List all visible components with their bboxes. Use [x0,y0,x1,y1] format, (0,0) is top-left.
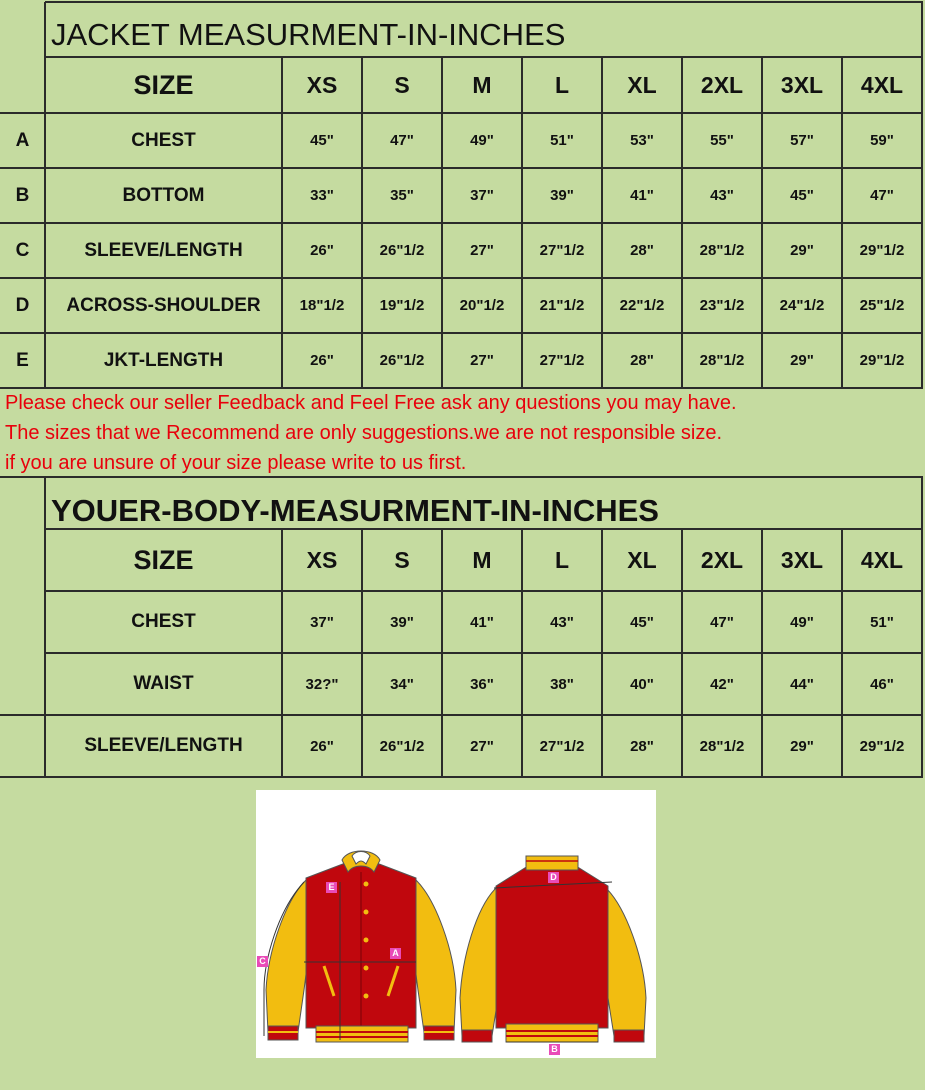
body-value-cell: 29"1/2 [859,737,905,755]
body-value-cell: 37" [310,613,334,631]
diagram-tag-e: E [326,882,337,893]
diagram-tag-d: D [548,872,559,883]
jacket-size-s: S [394,71,410,98]
disclaimer-note: Please check our seller Feedback and Feel Free ask any questions you may have. [5,392,737,414]
body-value-cell: 34" [390,675,414,693]
jacket-row-label: BOTTOM [122,184,205,206]
jacket-value-cell: 26"1/2 [379,352,425,369]
jacket-row-label: ACROSS-SHOULDER [66,294,261,316]
body-value-cell: 38" [550,675,574,693]
body-size-l: L [554,546,570,573]
body-size-header: SIZE [133,544,194,575]
disclaimer-note: The sizes that we Recommend are only suggestions.we are not responsible size. [5,422,723,444]
jacket-value-cell: 37" [470,187,494,204]
jacket-value-cell: 25"1/2 [859,297,905,314]
jacket-value-cell: 57" [790,132,814,149]
body-value-cell: 44" [790,675,814,693]
jacket-value-cell: 49" [470,132,494,149]
diagram-tag-b: B [549,1044,560,1055]
body-size-m: M [472,546,492,573]
body-value-cell: 29" [790,737,814,755]
jacket-value-cell: 20"1/2 [459,297,505,314]
jacket-size-3xl: 3XL [780,71,824,98]
jacket-value-cell: 43" [710,187,734,204]
body-value-cell: 26"1/2 [379,737,425,755]
jacket-value-cell: 29"1/2 [859,352,905,369]
body-size-s: S [394,546,410,573]
jacket-value-cell: 27"1/2 [539,242,585,259]
jacket-value-cell: 26"1/2 [379,242,425,259]
jacket-value-cell: 22"1/2 [619,297,665,314]
jacket-row-letter: D [15,294,30,316]
body-row-label: CHEST [131,611,196,632]
body-value-cell: 47" [710,613,734,631]
body-value-cell: 49" [790,613,814,631]
jacket-value-cell: 39" [550,187,574,204]
jacket-value-cell: 47" [870,187,894,204]
body-value-cell: 39" [390,613,414,631]
jacket-value-cell: 47" [390,132,414,149]
jacket-row-label: JKT-LENGTH [103,349,224,371]
jacket-value-cell: 28"1/2 [699,242,745,259]
jacket-value-cell: 29" [790,242,814,259]
body-size-xl: XL [627,546,657,573]
jacket-row-letter: A [15,129,30,151]
jacket-row-letter: C [15,239,30,261]
jacket-value-cell: 28" [630,242,654,259]
jacket-diagram [256,790,656,1058]
jacket-size-2xl: 2XL [700,71,744,98]
body-title-top-border [0,476,923,478]
jacket-value-cell: 35" [390,187,414,204]
body-value-cell: 27" [470,737,494,755]
body-table-title: YOUER-BODY-MEASURMENT-IN-INCHES [51,493,659,528]
jacket-value-cell: 51" [550,132,574,149]
body-size-2xl: 2XL [700,546,744,573]
jacket-row-letter: B [15,184,30,206]
jacket-value-cell: 19"1/2 [379,297,425,314]
diagram-tag-a: A [390,948,401,959]
body-value-cell: 43" [550,613,574,631]
jacket-table-title: JACKET MEASURMENT-IN-INCHES [51,17,566,52]
jacket-size-xl: XL [627,71,657,98]
jacket-value-cell: 45" [790,187,814,204]
jacket-value-cell: 59" [870,132,894,149]
jacket-value-cell: 28" [630,352,654,369]
jacket-value-cell: 23"1/2 [699,297,745,314]
jacket-size-m: M [472,71,492,98]
diagram-tag-c: C [257,956,268,967]
body-value-cell: 28"1/2 [699,737,745,755]
jacket-diagram-svg [256,790,656,1058]
jacket-row-label: CHEST [131,129,196,151]
body-value-cell: 42" [710,675,734,693]
body-value-cell: 28" [630,737,654,755]
jacket-size-4xl: 4XL [860,71,904,98]
jacket-row-letter: E [16,349,29,371]
body-value-cell: 27"1/2 [539,737,585,755]
body-size-4xl: 4XL [860,546,904,573]
jacket-value-cell: 24"1/2 [779,297,825,314]
body-value-cell: 26" [310,737,334,755]
jacket-value-cell: 41" [630,187,654,204]
jacket-value-cell: 27"1/2 [539,352,585,369]
body-size-xs: XS [306,546,338,573]
jacket-size-xs: XS [306,71,338,98]
body-value-cell: 45" [630,613,654,631]
body-value-cell: 32?" [305,675,339,693]
body-value-cell: 36" [470,675,494,693]
jacket-value-cell: 45" [310,132,334,149]
jacket-row-label: SLEEVE/LENGTH [84,239,243,261]
body-value-cell: 51" [870,613,894,631]
jacket-value-cell: 29" [790,352,814,369]
jacket-value-cell: 33" [310,187,334,204]
jacket-value-cell: 27" [470,242,494,259]
jacket-value-cell: 28"1/2 [699,352,745,369]
jacket-value-cell: 26" [310,352,334,369]
jacket-value-cell: 27" [470,352,494,369]
jacket-value-cell: 21"1/2 [539,297,585,314]
front-jacket [264,851,456,1042]
body-value-cell: 40" [630,675,654,693]
jacket-size-l: L [554,71,570,98]
body-value-cell: 46" [870,675,894,693]
jacket-value-cell: 53" [630,132,654,149]
disclaimer-note: if you are unsure of your size please write to us first. [5,452,467,474]
body-value-cell: 41" [470,613,494,631]
jacket-value-cell: 29"1/2 [859,242,905,259]
jacket-value-cell: 26" [310,242,334,259]
body-size-3xl: 3XL [780,546,824,573]
body-row-label: WAIST [133,673,194,694]
body-row-label: SLEEVE/LENGTH [84,735,243,756]
back-jacket [460,856,646,1042]
jacket-value-cell: 18"1/2 [299,297,345,314]
jacket-size-header: SIZE [133,69,194,100]
jacket-title-top-border [45,1,923,3]
jacket-value-cell: 55" [710,132,734,149]
